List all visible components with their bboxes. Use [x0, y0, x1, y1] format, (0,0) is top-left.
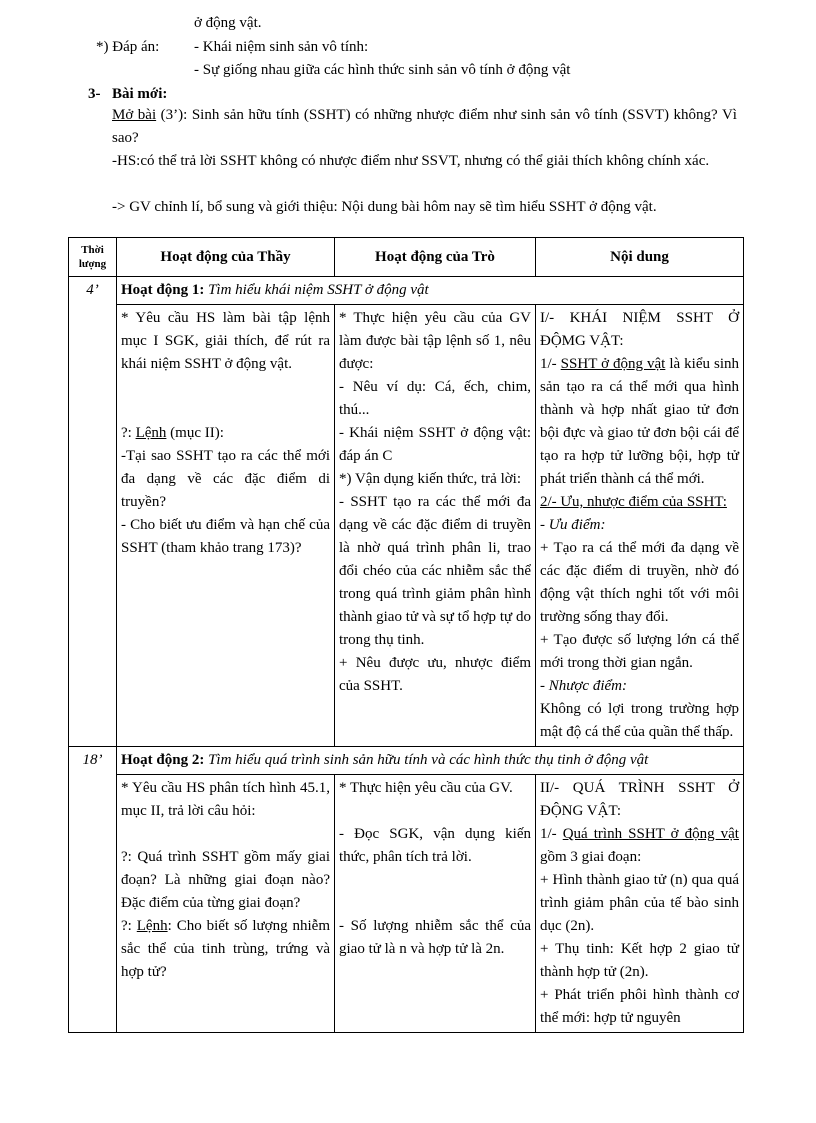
activity-1-title: Hoạt động 1: Tìm hiểu khái niệm SSHT ở động vật — [117, 277, 744, 305]
activity-2-title: Hoạt động 2: Tìm hiểu quá trình sinh sản hữu tính và các hình thức thụ tinh ở động vật — [117, 747, 744, 775]
activity-1-row — [69, 305, 744, 747]
answer-item-1: - Khái niệm sinh sản vô tính: — [194, 39, 369, 55]
gv-paragraph: -> GV chỉnh lí, bổ sung và giới thiệu: Nội dung bài hôm nay sẽ tìm hiểu SSHT ở động vật. — [112, 199, 657, 215]
mobai-text: (3’): Sinh sản hữu tính (SSHT) có những nhược điểm như sinh sản vô tính (SSVT) không? Vì sao? — [112, 107, 737, 146]
header-time: Thời lượng — [69, 238, 117, 277]
activity-2-teacher: * Yêu cầu HS phân tích hình 45.1, mục II, trả lời câu hỏi: ?: Quá trình SSHT gồm mấy giai đoạn? Là những giai đoạn nào? Đặc điểm của từng giai đoạn? ?: Lệnh: Cho biết số lượng nhiễm sắc thể của tinh trùng, trứng và hợp tử? — [117, 775, 335, 1033]
answer-label: *) Đáp án: — [96, 39, 160, 55]
activity-2-title-row — [69, 747, 744, 775]
activity-2-content: II/- QUÁ TRÌNH SSHT Ở ĐỘNG VẬT: 1/- Quá trình SSHT ở động vật gồm 3 giai đoạn: + Hình thành giao tử (n) qua quá trình giảm phân của tế bào sinh dục (2n). + Thụ tinh: Kết hợp 2 giao tử thành hợp tử (2n). + Phát triển phôi hình thành cơ thể mới: hợp tử nguyên — [536, 775, 744, 1033]
section-title: Bài mới: — [112, 86, 168, 102]
activity-2-time: 18’ — [69, 747, 117, 1033]
header-content: Nội dung — [536, 238, 744, 277]
header-teacher: Hoạt động của Thầy — [117, 238, 335, 277]
header-student: Hoạt động của Trò — [335, 238, 536, 277]
activity-2-row — [69, 775, 744, 1033]
activity-1-teacher: * Yêu cầu HS làm bài tập lệnh mục I SGK, giải thích, để rút ra khái niệm SSHT ở động vật. ?: Lệnh (mục II): -Tại sao SSHT tạo ra các thể mới đa dạng về các đặc điểm di truyền? - Cho biết ưu điểm và hạn chế của SSHT (tham khảo trang 173)? — [117, 305, 335, 747]
answer-item-2: - Sự giống nhau giữa các hình thức sinh sản vô tính ở động vật — [194, 62, 571, 78]
section-number: 3- — [88, 86, 101, 102]
table-header-row — [69, 238, 744, 277]
hs-paragraph: -HS:có thể trả lời SSHT không có nhược điểm như SSVT, nhưng có thể giải thích không chính xác. — [112, 153, 710, 169]
intro-paragraph — [112, 104, 737, 150]
activity-1-content: I/- KHÁI NIỆM SSHT Ở ĐỘMG VẬT: 1/- SSHT ở động vật là kiểu sinh sản tạo ra cá thể mới qua hình thành và hợp nhất giao tử đơn bội đực và giao tử đơn bội cái để tạo ra hợp tử lưỡng bội, hợp tử phát triển thành cá thể mới. 2/- Ưu, nhược điểm của SSHT: - Ưu điểm: + Tạo ra cá thể mới đa dạng về các đặc điểm di truyền, nhờ đó động vật thích nghi tốt với môi trường sống thay đổi. + Tạo được số lượng lớn cá thể mới trong thời gian ngắn. - Nhược điểm: Không có lợi trong trường hợp mật độ cá thể của quần thể thấp. — [536, 305, 744, 747]
activity-2-student: * Thực hiện yêu cầu của GV. - Đọc SGK, vận dụng kiến thức, phân tích trả lời. - Số lượng nhiễm sắc thể của giao tử là n và hợp tử là 2n. — [335, 775, 536, 1033]
activity-1-title-row — [69, 277, 744, 305]
mobai-label: Mở bài — [112, 107, 157, 123]
activity-1-student: * Thực hiện yêu cầu của GV làm được bài tập lệnh số 1, nêu được: - Nêu ví dụ: Cá, ếch, chim, thú... - Khái niệm SSHT ở động vật: đáp án C *) Vận dụng kiến thức, trả lời: - SSHT tạo ra các thể mới đa dạng về các đặc điểm di truyền là nhờ quá trình phân li, trao đổi chéo của các nhiễm sắc thể trong quá trình giảm phân hình thành giao tử và sự tổ hợp tự do trong thụ tinh. + Nêu được ưu, nhược điểm của SSHT. — [335, 305, 536, 747]
intro-line0: ở động vật. — [194, 15, 262, 31]
activity-1-time: 4’ — [69, 277, 117, 747]
lesson-table — [68, 237, 744, 1033]
